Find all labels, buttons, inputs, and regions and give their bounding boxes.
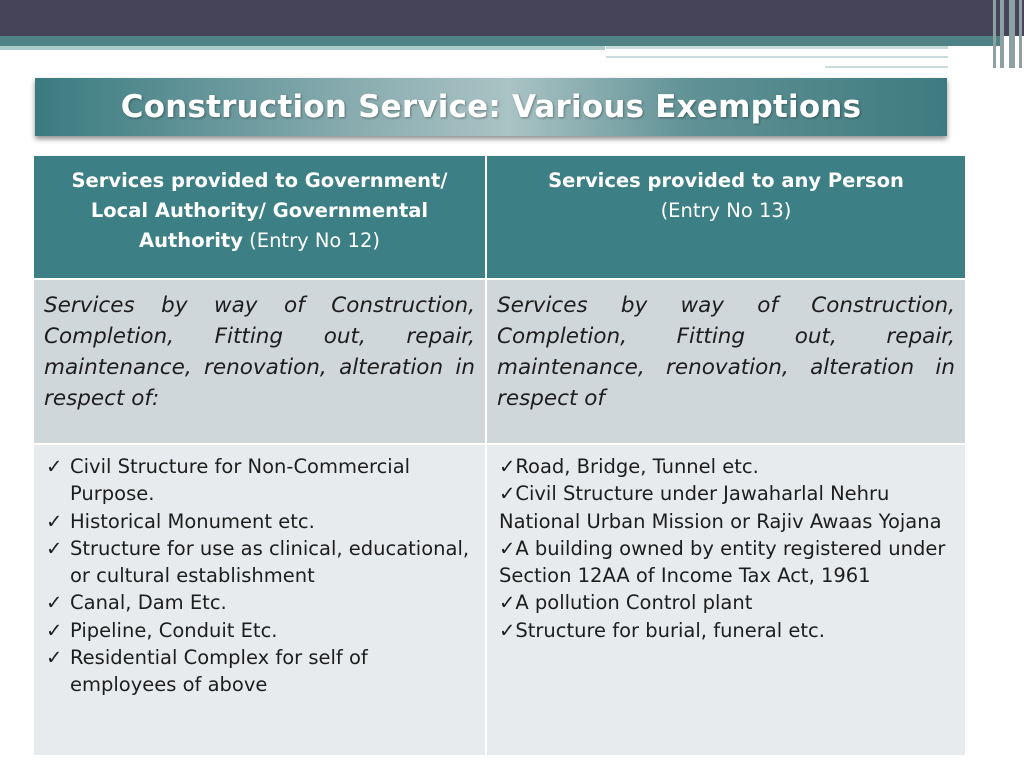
header-title-any-person: Services provided to any Person (548, 169, 904, 192)
list-item: ✓Civil Structure under Jawaharlal Nehru National Urban Mission or Rajiv Awaas Yojana (499, 482, 942, 533)
list-item: ✓ Canal, Dam Etc. (46, 589, 475, 616)
checkmark-icon: ✓ (46, 646, 63, 670)
checkmark-icon: ✓ (46, 591, 63, 615)
list-item: ✓A pollution Control plant (499, 591, 753, 615)
header-title-government: Services provided to Government/ Local Authority/ Governmental Authority (71, 169, 448, 252)
top-band (0, 0, 1024, 36)
checkmark-icon: ✓ (46, 509, 63, 533)
header-cell-government (34, 156, 485, 278)
list-item: ✓ Civil Structure for Non-Commercial Purpose. (46, 455, 411, 506)
exemption-list-any-person (499, 453, 955, 644)
list-item: ✓ Historical Monument etc. (46, 508, 475, 535)
exemption-list-government (46, 453, 475, 699)
exemptions-table (34, 156, 965, 755)
list-item: ✓A building owned by entity registered under Section 12AA of Income Tax Act, 1961 (499, 536, 946, 588)
header-entry-any-person: (Entry No 13) (660, 199, 792, 222)
list-cell-government (34, 445, 485, 755)
list-item: ✓ Structure for use as clinical, educational, or cultural establishment (46, 536, 470, 588)
top-accent-band (0, 36, 1000, 46)
list-item: ✓ Pipeline, Conduit Etc. (46, 617, 475, 644)
slide-title: Construction Service: Various Exemptions (120, 89, 862, 125)
deco-bar (1019, 0, 1022, 68)
deco-line (606, 56, 948, 58)
list-item: ✓ Residential Complex for self of employees of above (46, 646, 368, 697)
intro-cell-any-person: Services by way of Construction, Completion, Fitting out, repair, maintenance, renovation, alteration in respect of (487, 280, 965, 443)
header-cell-any-person (487, 156, 965, 278)
deco-bar (993, 0, 996, 68)
header-entry-government: (Entry No 12) (249, 229, 380, 252)
checkmark-icon: ✓ (499, 455, 516, 478)
deco-bar (1000, 0, 1004, 68)
deco-bar (1009, 0, 1015, 68)
list-cell-any-person (487, 445, 965, 755)
top-accent-line (0, 46, 605, 50)
checkmark-icon: ✓ (499, 591, 516, 615)
intro-cell-government: Services by way of Construction, Completion, Fitting out, repair, maintenance, renovation, alteration in respect of: (34, 280, 485, 443)
checkmark-icon: ✓ (46, 455, 63, 478)
checkmark-icon: ✓ (499, 536, 516, 560)
deco-line (825, 66, 948, 68)
list-item: ✓Structure for burial, funeral etc. (499, 618, 825, 642)
checkmark-icon: ✓ (46, 618, 63, 642)
title-banner (35, 78, 947, 136)
checkmark-icon: ✓ (499, 482, 516, 506)
checkmark-icon: ✓ (46, 536, 63, 560)
checkmark-icon: ✓ (499, 618, 516, 642)
deco-line (606, 46, 948, 49)
list-item: ✓Road, Bridge, Tunnel etc. (499, 455, 759, 478)
